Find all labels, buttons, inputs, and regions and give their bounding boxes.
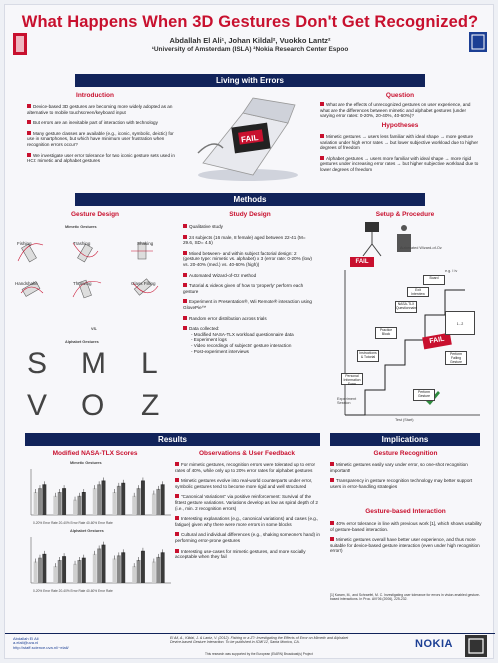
hypotheses-text: [320, 134, 480, 178]
observations-heading: Observations & User Feedback: [198, 450, 296, 457]
setup-illustration: [335, 220, 485, 260]
study-design-heading: Study Design: [229, 211, 271, 218]
letter-v: V: [27, 389, 48, 422]
phone-fail-illustration: [183, 93, 313, 183]
study-bullet: 24 subjects (16 male, 8 female) aged between 22-41 (M= 29.6, SD= 4.5): [183, 234, 306, 246]
chart-bar: [73, 500, 77, 515]
step-failing-gesture: Perform Failing Gesture: [445, 351, 467, 365]
bullet-icon: [183, 316, 187, 320]
observation-bullet: Mimetic gestures evolve into real-world counterparts under error, symbolic gestures tend to become more rigid and well structured: [175, 478, 313, 489]
poster: [4, 4, 494, 659]
collected-item: - Modified NASA-TLX workload questionnaire data: [191, 331, 294, 337]
chart-bar: [77, 496, 81, 515]
intro-heading: Introduction: [76, 92, 114, 99]
footer-divider: [5, 633, 495, 634]
authors: Abdallah El Ali¹, Johan Kildal², Vuokko Lantz²: [169, 36, 331, 45]
gesture-fishing: Fishing: [17, 241, 32, 246]
partner-logo: [465, 635, 487, 657]
chart-bar: [121, 552, 125, 583]
bullet-icon: [183, 251, 187, 255]
interaction-heading: Gesture-based Interaction: [365, 508, 446, 515]
bullet-icon: [175, 478, 179, 482]
bullet-icon: [330, 537, 334, 541]
study-bullet: Automated Wizard-of-Oz method: [183, 273, 313, 279]
observation-bullet: "Canonical Variations" via positive reinforcement: Survival of the fittest gesture variations. Variations develop as low as spiral depth of 2 (i.e., min. 2 recognition errors): [175, 494, 318, 511]
chart-bar: [141, 481, 145, 516]
bullet-icon: [175, 549, 179, 553]
recognition-bullet: Mimetic gestures easily vary under error, so one-shot recognition important!: [330, 462, 468, 473]
bullet-icon: [330, 462, 334, 466]
bullet-icon: [183, 326, 187, 330]
section-living-with-errors: Living with Errors: [75, 74, 425, 87]
fail-label-1: FAIL: [240, 133, 259, 145]
bullet-icon: [27, 131, 31, 135]
letter-l: L: [141, 347, 158, 380]
bullet-icon: [330, 521, 334, 525]
chart-bar: [93, 554, 97, 583]
chart2-title: Alphabet Gestures: [70, 529, 104, 533]
bullet-icon: [27, 153, 31, 157]
hypothesis-bullet: Mimetic gestures → users less familiar with ideal shape → more gesture variation under high error rates → but lower subjective workload due to higher degrees of freedom: [320, 134, 479, 151]
interaction-bullet: Mimetic gestures overall have better user experience, and thus more suitable for device-based gesture interaction (even under high recognition error!): [330, 537, 480, 554]
question-text: What are the effects of unrecognized gestures on user experience, and what are the differences between mimetic and alphabet gestures (under varying error rates: 0-20%, 20-40%, 40-60%)?: [320, 102, 471, 119]
chart-bar: [42, 484, 46, 515]
bullet-icon: [183, 273, 187, 277]
chart-bar: [38, 558, 42, 583]
bullet-icon: [175, 516, 179, 520]
section-methods: Methods: [75, 193, 425, 206]
data-collected: Data collected: - Modified NASA-TLX workload questionnaire data - Experiment logs - Video recordings of subjects' gesture interaction - Post-experiment interviews: [183, 326, 313, 354]
section-results: Results: [25, 433, 320, 446]
chart-bar: [53, 496, 57, 515]
gesture-throwing: Throwing: [73, 281, 92, 286]
reference: [1] Karam, M., and Schraefel, M. C. Investigating user tolerance for errors in vision-enabled gesture-based interactions. In Proc. AVI'06 (2006), 225-232.: [330, 593, 481, 602]
intro-bullet: Many gesture classes are available (e.g., iconic, symbolic, deictic) for use in smartphones, but which have minimum user frustration when recognition errors occur?: [27, 130, 174, 147]
chart-bar: [62, 488, 66, 515]
bullet-icon: [330, 478, 334, 482]
tlx-alphabet-chart: [23, 535, 173, 587]
chart-bar: [42, 554, 46, 583]
support-note: This research was supported by the European (EIARN) Broadcast(s) Project: [205, 652, 313, 656]
step-personal-info: Personal Information Form: [341, 373, 363, 385]
step-perform-gesture: Perform Gesture: [413, 389, 435, 401]
affiliations: ¹University of Amsterdam (ISLA) ²Nokia Research Center Espoo: [151, 46, 349, 53]
mimetic-label: Mimetic Gestures: [65, 225, 97, 229]
interaction-bullet: 40% error tolerance in line with previous work [1], which shows usability of gesture-based interaction.: [330, 521, 482, 532]
step-practice: Practice Block: [375, 327, 397, 339]
study-bullet: Qualitative study: [183, 224, 313, 230]
chart-bar: [156, 557, 160, 583]
step-exit-interview: Exit Interview: [407, 287, 429, 297]
chart-bar: [102, 481, 106, 516]
step-board: Board: [423, 275, 445, 285]
alphabet-label: Alphabet Gestures: [65, 340, 99, 344]
axis-x-label: Test (Start): [395, 418, 414, 422]
question-heading: Question: [385, 92, 415, 99]
chart-bar: [132, 566, 136, 583]
chart-bar: [62, 556, 66, 583]
letter-z: Z: [141, 389, 160, 422]
chart-bar: [34, 492, 38, 515]
observations-text: [175, 462, 320, 565]
bullet-icon: [320, 134, 324, 138]
recognition-bullet: Transparency in gesture recognition technology may better support users in error-handling strategies: [330, 478, 473, 489]
step-instructions: Instructions & Tutorial: [357, 350, 379, 362]
chart-bar: [112, 558, 116, 583]
bullet-icon: [175, 462, 179, 466]
step-nasa-tlx: NASA-TLX Questionnaire: [395, 301, 417, 313]
chart2-xlabel: 0-20% Error Rate 20-40% Error Rate 40-60% Error Rate: [33, 589, 113, 593]
bullet-icon: [27, 120, 31, 124]
chart-bar: [141, 551, 145, 583]
chart-bar: [102, 545, 106, 583]
chart-bar: [161, 552, 165, 583]
collected-item: - Post-experiment interviews: [191, 348, 249, 354]
chart-bar: [152, 562, 156, 583]
bullet-icon: [183, 299, 187, 303]
observation-bullet: Interesting explanations (e.g., canonical variations) and cases (e.g., fatigue) given why there were more errors in some blocks: [175, 516, 319, 527]
chart-bar: [34, 562, 38, 583]
collected-item: - Video recordings of subjects' gesture interaction: [191, 342, 292, 348]
chart-bar: [82, 492, 86, 515]
hypotheses-heading: Hypotheses: [381, 122, 419, 129]
bullet-icon: [27, 104, 31, 108]
chart-bar: [97, 484, 101, 515]
collected-item: - Experiment logs: [191, 337, 227, 343]
citation: El Ali, A., Kildal, J. & Lantz, V. (2012). Fishing or a Z?: Investigating the Effects of Error on Mimetic and Alphabet Device-based Gesture Interaction. To be published in ICMI'12, Santa Monica, CA.: [170, 636, 349, 645]
study-design-text: [183, 224, 313, 354]
gesture-design-heading: Gesture Design: [70, 211, 120, 218]
bullet-icon: [183, 235, 187, 239]
intro-bullet: But errors are an inevitable part of interaction with technology: [27, 120, 177, 126]
bullet-icon: [320, 102, 324, 106]
chart-bar: [117, 555, 121, 583]
interaction-text: [330, 521, 482, 559]
procedure-fail-badge: FAIL: [422, 333, 452, 350]
chart-bar: [58, 492, 62, 515]
study-bullet: Experiment in Presentation®, Wii Remote® interaction using GlovePie™: [183, 299, 312, 310]
nokia-logo: NOKIA: [415, 638, 453, 650]
vs-label: VS.: [91, 327, 98, 331]
gesture-handshake: Handshake: [15, 281, 38, 286]
observation-bullet: For mimetic gestures, recognition errors were tolerated up to error rates of 40%, while only up to 20% error rates for alphabet gestures: [175, 462, 316, 473]
poster-title: What Happens When 3D Gestures Don't Get Recognized?: [21, 13, 479, 31]
chart-bar: [97, 549, 101, 584]
section-implications: Implications: [330, 433, 480, 446]
chart-bar: [137, 560, 141, 583]
chart-bar: [156, 489, 160, 515]
recognition-heading: Gesture Recognition: [373, 450, 438, 457]
chart-bar: [137, 488, 141, 515]
study-bullet: Tutorial & videos given of how to 'properly' perform each gesture: [183, 283, 304, 294]
study-bullet: Mixed between- and within subject factorial design: 2 (gesture type: mimetic vs. alphabet) x 3 (error rate: 0-20% (low) vs. 20-40% (med.) vs. 40-60% (high)): [183, 250, 312, 267]
chart-bar: [58, 560, 62, 583]
recognition-text: [330, 462, 482, 494]
chart-bar: [161, 484, 165, 515]
gesture-trashing: Trashing: [73, 241, 91, 246]
step-loop: 1...2: [445, 311, 475, 335]
tlx-heading: Modified NASA-TLX Scores: [52, 450, 138, 457]
chart-bar: [117, 486, 121, 515]
setup-fail-badge: FAIL: [350, 257, 374, 267]
letter-s: S: [27, 347, 48, 380]
chart-bar: [132, 496, 136, 515]
wizard-label: Automated Wizard-of-Oz: [400, 246, 442, 250]
intro-bullet: We investigate user error tolerance for two iconic gesture sets used in HCI: mimetic and alphabet gestures: [27, 152, 175, 164]
chart-bar: [38, 488, 42, 515]
chart-bar: [93, 488, 97, 515]
chart-bar: [121, 483, 125, 515]
axis-top-label: e.g. I iv: [445, 269, 458, 273]
tlx-mimetic-chart: [23, 467, 173, 519]
gesture-glass-filling: Glass Filling: [131, 281, 156, 286]
bullet-icon: [320, 156, 324, 160]
intro-text: [27, 104, 177, 169]
chart-bar: [112, 492, 116, 515]
chart-bar: [152, 494, 156, 515]
bullet-icon: [183, 224, 187, 228]
axis-y-label: Experiment Session: [337, 397, 357, 405]
observation-bullet: Interesting use-cases for mimetic gestures, and more socially acceptable when they fail: [175, 548, 306, 560]
observation-bullet: Cultural and individual differences (e.g., shaking someone's hand) in performing error-prone gestures: [175, 532, 320, 543]
contact-info: Abdallah El Ali a.elali@uva.nl http://staff.science.uva.nl/~elali/: [13, 636, 69, 650]
setup-heading: Setup & Procedure: [375, 211, 435, 218]
chart1-title: Mimetic Gestures: [70, 461, 102, 465]
intro-bullet: Device-based 3D gestures are becoming more widely adopted as an alternative to mobile touchscreen/keyboard input: [27, 104, 173, 115]
letter-o: O: [81, 389, 105, 422]
chart-bar: [82, 558, 86, 583]
chart1-xlabel: 0-20% Error Rate 20-40% Error Rate 40-60% Error Rate: [33, 521, 113, 525]
bullet-icon: [183, 283, 187, 287]
study-bullet: Random error distribution across trials: [183, 316, 313, 322]
gesture-shaking: Shaking: [137, 241, 154, 246]
chart-bar: [53, 566, 57, 583]
chart-bar: [73, 564, 77, 583]
bullet-icon: [175, 532, 179, 536]
hypothesis-bullet: Alphabet gestures → users more familiar with ideal shape → more rigid gestures under increasing error rates → but higher subjective workload due to lower degrees of freedom: [320, 155, 479, 172]
letter-m: M: [81, 347, 106, 380]
bullet-icon: [175, 494, 179, 498]
chart-bar: [77, 560, 81, 583]
